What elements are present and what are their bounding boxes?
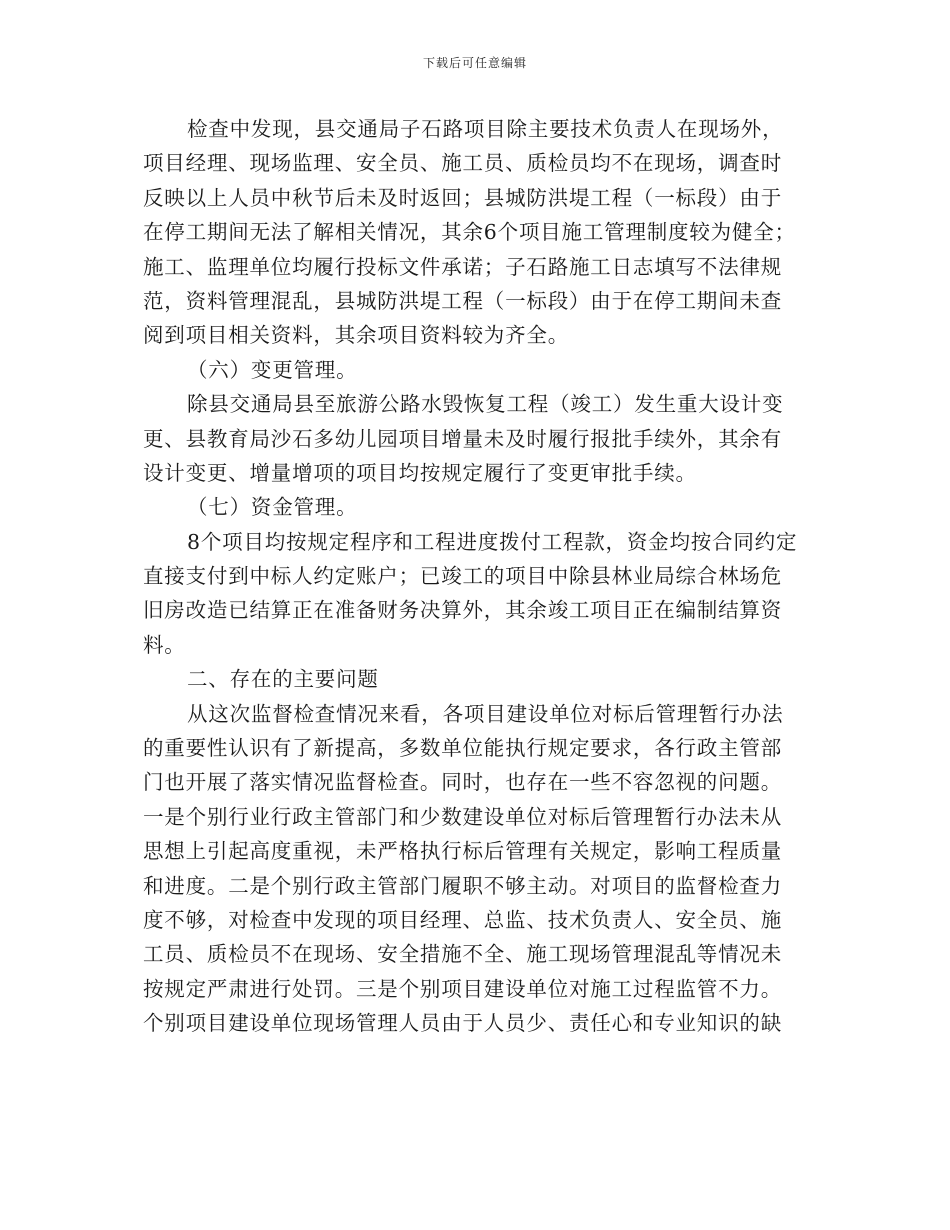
paragraph-line: 度不够，对检查中发现的项目经理、总监、技术负责人、安全员、施	[143, 907, 782, 932]
paragraph-line: 设计变更、增量增项的项目均按规定履行了变更审批手续。	[143, 460, 697, 485]
paragraph-line: 项目经理、现场监理、安全员、施工员、质检员均不在现场，调查时	[143, 151, 782, 176]
paragraph-line: 更、县教育局沙石多幼儿园项目增量未及时履行报批手续外，其余有	[143, 426, 782, 451]
paragraph-line: 思想上引起高度重视，未严格执行标后管理有关规定，影响工程质量	[143, 839, 782, 864]
paragraph-line: 一是个别行业行政主管部门和少数建设单位对标后管理暂行办法未从	[143, 804, 782, 829]
paragraph-line: 个别项目建设单位现场管理人员由于人员少、责任心和专业知识的缺	[143, 1011, 782, 1036]
paragraph-line: 范，资料管理混乱，县城防洪堤工程（一标段）由于在停工期间未查	[143, 288, 782, 313]
paragraph-line: 从这次监督检查情况来看，各项目建设单位对标后管理暂行办法	[187, 701, 784, 726]
section-heading: （六）变更管理。	[187, 357, 358, 382]
document-body	[143, 112, 813, 1041]
paragraph-line: 按规定严肃进行处罚。三是个别项目建设单位对施工过程监管不力。	[143, 976, 782, 1001]
paragraph-line: 旧房改造已结算正在准备财务决算外，其余竣工项目正在编制结算资	[143, 598, 782, 623]
section-heading: 二、存在的主要问题	[187, 667, 379, 692]
paragraph-line: 反映以上人员中秋节后未及时返回；县城防洪堤工程（一标段）由于	[143, 185, 782, 210]
paragraph-line: 直接支付到中标人约定账户；已竣工的项目中除县林业局综合林场危	[143, 564, 782, 589]
paragraph-line: 和进度。二是个别行政主管部门履职不够主动。对项目的监督检查力	[143, 873, 782, 898]
paragraph-line: 的重要性认识有了新提高，多数单位能执行规定要求，各行政主管部	[143, 736, 782, 761]
paragraph-line: 门也开展了落实情况监督检查。同时，也存在一些不容忽视的问题。	[143, 770, 782, 795]
paragraph-line: 8个项目均按规定程序和工程进度拨付工程款，资金均按合同约定	[187, 529, 798, 554]
paragraph-line: 在停工期间无法了解相关情况，其余6个项目施工管理制度较为健全；	[143, 220, 796, 245]
paragraph-line: 施工、监理单位均履行投标文件承诺；子石路施工日志填写不法律规	[143, 254, 782, 279]
paragraph-line: 除县交通局县至旅游公路水毁恢复工程（竣工）发生重大设计变	[187, 392, 784, 417]
paragraph-line: 检查中发现，县交通局子石路项目除主要技术负责人在现场外，	[187, 117, 784, 141]
section-heading: （七）资金管理。	[187, 495, 358, 520]
paragraph-line: 阅到项目相关资料，其余项目资料较为齐全。	[143, 323, 569, 348]
paragraph-line: 工员、质检员不在现场、安全措施不全、施工现场管理混乱等情况未	[143, 942, 782, 967]
page-header: 下载后可任意编辑	[422, 56, 527, 70]
paragraph-line: 料。	[143, 632, 186, 657]
